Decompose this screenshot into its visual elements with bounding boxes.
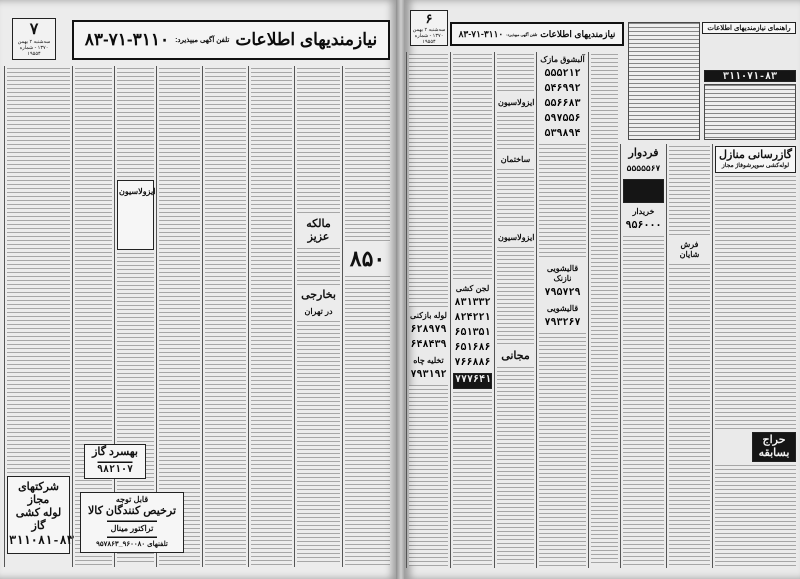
- column: [406, 52, 450, 568]
- well-ad-title: تخلیه چاه: [413, 356, 444, 366]
- text-block: [497, 169, 534, 229]
- phone-number-box: ۷۷۷۶۴۱: [453, 373, 492, 389]
- sard-gas-ad: بهسرد گاز ▬▬▬▬▬▬▬ ۹۸۲۱۰۷: [84, 444, 146, 479]
- index-title-text: راهنمای نیازمندیهای اطلاعات: [707, 25, 791, 32]
- mojani-ad: مجانی: [501, 350, 530, 363]
- masthead-title: نیازمندیهای اطلاعات: [235, 30, 378, 49]
- buyer-ad: خریدار: [632, 207, 655, 216]
- izol-ad: [117, 180, 154, 250]
- column: [666, 144, 712, 568]
- text-block: [251, 68, 292, 565]
- phone-number: ۶۴۸۴۳۹: [410, 340, 447, 352]
- ad-line: لوله کشی گاز: [15, 507, 62, 532]
- ad-title: بهسرد گاز: [92, 446, 138, 458]
- text-block: [497, 54, 534, 94]
- column: [536, 52, 588, 568]
- index-title: [702, 22, 796, 34]
- phone-number: ۵۵۵۵۵۶۷: [626, 165, 661, 174]
- column: [494, 52, 536, 568]
- column: [248, 66, 294, 567]
- phone-number: ۷۹۵۷۲۹: [544, 288, 581, 300]
- text-block: [345, 68, 390, 242]
- date-line: سه‌شنبه ۲ بهمن ۱۳۷۰ - شماره ۱۹۵۵۴: [17, 39, 51, 57]
- phone-number: ۷۹۳۱۹۲: [410, 370, 447, 382]
- right-page: [404, 0, 800, 579]
- text-block: [159, 68, 200, 565]
- text-block: [205, 68, 246, 565]
- ad-title: قابل توجه: [115, 495, 149, 504]
- phone-number: ۸۲۴۲۲۱: [454, 313, 491, 325]
- text-block: [297, 321, 340, 565]
- index-list: [704, 84, 796, 140]
- building-ad: ساختمان: [500, 155, 531, 165]
- text-block: [297, 248, 340, 285]
- lajan-ad-title: لجن کشی: [455, 284, 490, 294]
- kharej-ad: بخارجی: [301, 289, 336, 301]
- tehran-label: در تهران: [304, 307, 333, 316]
- phone-number: ۵۵۶۶۸۳: [544, 99, 581, 110]
- ad-line: لوله‌کشی سوپرشوفاژ مجاز: [721, 163, 790, 169]
- column: [4, 66, 72, 567]
- ad-phone: ۳۱۱۰۸۱-۸۳: [9, 534, 74, 548]
- text-block: [297, 68, 340, 214]
- gas-contractors-ad: [7, 476, 74, 554]
- text-block: [715, 176, 796, 429]
- phone-number: ۸۳۱۳۳۲: [454, 298, 491, 310]
- phone-number: ۶۵۱۶۸۶: [454, 343, 491, 355]
- phone-number: ۶۵۱۳۵۱: [454, 328, 491, 340]
- masthead-phone: ۸۳-۷۱-۳۱۱۰: [458, 28, 504, 39]
- carpet-ad-title: قالیشویی نازنک: [546, 264, 579, 284]
- ad-title: ایزولاسیون: [119, 187, 156, 197]
- carpet-ad-title: آلبشوق مازک: [540, 55, 585, 64]
- masthead-phone-label: تلفن آگهی میپذیرد:: [506, 31, 538, 37]
- text-block: [497, 367, 534, 566]
- phone-number: ۵۵۵۲۱۲: [544, 69, 581, 80]
- index-phone: [704, 70, 796, 82]
- ad-line: ترخیص کنندگان کالا: [87, 505, 177, 517]
- right-columns-b: [620, 144, 798, 568]
- ad-850: ۸۵۰: [349, 245, 386, 271]
- ad-line: تراکتور مینال: [110, 524, 154, 533]
- masthead-phone-label: تلفن آگهی میپذیرد:: [175, 37, 230, 44]
- fardvar-ad: فردوار: [628, 147, 659, 159]
- text-block: [591, 54, 618, 566]
- text-block: [75, 68, 112, 565]
- page-number: ۷: [29, 21, 39, 38]
- left-page: [0, 0, 398, 579]
- page-number-box: [12, 18, 56, 60]
- text-block: [497, 247, 534, 346]
- masthead: [450, 22, 624, 46]
- customs-ad: قابل توجه ترخیص کنندگان کالا ▬▬▬▬▬▬▬▬▬▬ تراکتور مینال ▬▬▬▬▬▬▬▬▬▬ تلفنهای ۹۶۰۰۸۰_۹۵۷۸۶۳: [80, 492, 184, 553]
- index-phone-text: ۳۱۱۰۷۱-۸۳: [722, 72, 778, 83]
- phone-number: ۵۹۷۵۵۶: [544, 114, 581, 125]
- phone-number: ۷۶۶۸۸۶: [454, 358, 491, 370]
- ad-title: شرکتهای مجاز: [18, 481, 59, 506]
- text-block: [345, 276, 390, 565]
- masthead-title: نیازمندیهای اطلاعات: [540, 28, 616, 39]
- text-block: [453, 392, 492, 566]
- text-block: [669, 264, 710, 566]
- column: [712, 144, 798, 568]
- column: [450, 52, 494, 568]
- pipe-ad-title: لوله بازکنی: [410, 311, 447, 321]
- column: [588, 52, 620, 568]
- text-block: [117, 68, 154, 177]
- carpet-shop-ad: فرش شایان: [679, 240, 700, 260]
- masthead: [72, 20, 390, 60]
- text-block: [623, 236, 664, 566]
- text-block: [497, 112, 534, 152]
- text-block: [539, 333, 586, 566]
- phone-number: ۵۴۶۹۹۲: [544, 84, 581, 95]
- text-block: [539, 144, 586, 260]
- column: [342, 66, 392, 567]
- text-block: [669, 146, 710, 236]
- left-columns: [4, 66, 392, 567]
- text-block: [409, 385, 448, 566]
- column: [202, 66, 248, 567]
- text-block: [7, 68, 70, 473]
- izol-ad: ایزولاسیون: [498, 97, 535, 107]
- index-table: [628, 22, 700, 140]
- izol-ad: ایزولاسیون: [498, 233, 535, 243]
- text-block: [453, 54, 492, 280]
- column: [294, 66, 342, 567]
- page-number-box: [410, 10, 448, 46]
- text-block: [715, 465, 796, 566]
- phone-number: ۷۹۳۲۶۷: [544, 318, 581, 330]
- photo-ad: [623, 179, 664, 203]
- page-number: ۶: [425, 11, 433, 26]
- right-columns-a: [406, 52, 620, 568]
- text-block: [409, 54, 448, 307]
- phone-number: ۶۲۸۹۷۹: [410, 325, 447, 337]
- haraj-ad: حراج بسابقه: [752, 432, 796, 462]
- phone-number: ۹۵۶۰۰۰: [625, 221, 662, 232]
- malek-ad: مالکه عزیز: [306, 218, 331, 244]
- date-line: سه‌شنبه ۲ بهمن ۱۳۷۰ - شماره ۱۹۵۵۴: [412, 27, 446, 45]
- ad-title: گازرسانی منازل: [719, 149, 792, 161]
- gas-homes-ad: [715, 146, 796, 173]
- phone-number: ۵۳۹۸۹۴: [544, 129, 581, 140]
- ad-phone: تلفنهای ۹۶۰۰۸۰_۹۵۷۸۶۳: [96, 541, 168, 548]
- column: [620, 144, 666, 568]
- carpet-ad-title: قالیشویی: [546, 304, 579, 314]
- masthead-phone: ۸۳-۷۱-۳۱۱۰: [84, 30, 170, 49]
- ad-phone: ۹۸۲۱۰۷: [96, 465, 134, 476]
